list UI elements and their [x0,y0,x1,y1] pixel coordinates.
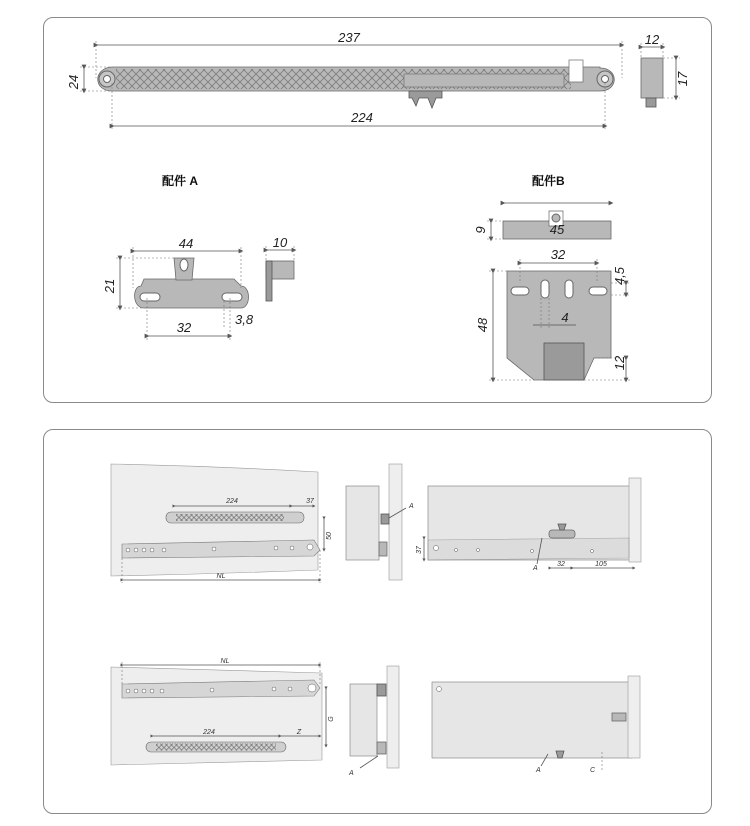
part-b-front-view [507,271,611,380]
part-a-slot: 3,8 [235,312,254,327]
part-a-side-width: 10 [272,235,288,250]
d2-device-length: 224 [203,729,215,736]
d1-front-height: 37 [416,546,423,554]
part-a-hole-spacing: 32 [176,320,192,335]
d2-rail-length: NL [220,658,230,665]
d1-front-label: A [533,565,538,572]
part-b-slot: 4,5 [612,266,627,286]
main-device [98,60,615,108]
d1-spacing-b: 105 [595,561,607,568]
part-b-tab: 12 [612,355,627,371]
part-a-side-view [266,261,294,301]
part-a-bracket [135,258,249,308]
d2-section-label: A [349,770,354,777]
top-panel [43,17,712,403]
d1-rail-length: NL [216,573,226,580]
d1-offset: 37 [306,498,314,505]
dim-length-mount: 224 [351,110,373,125]
dim-height: 24 [66,74,81,90]
part-b-center-slot: 4 [561,310,569,325]
d2-front-offset: C [590,767,596,774]
part-b-width: 45 [549,222,565,237]
part-b-title: 配件B [532,174,565,188]
install-diagram-1-section [346,464,402,580]
part-b-height: 48 [475,317,490,333]
dim-length-overall: 237 [338,30,360,45]
dim-side-width: 12 [644,32,660,47]
d1-section-label: A [409,503,414,510]
bottom-panel [43,429,712,814]
install-diagram-2-front [432,676,640,758]
d2-offset: Z [296,729,302,736]
install-diagram-2-side [111,667,322,765]
dim-side-height: 17 [675,71,690,87]
device-side-view [641,58,663,107]
d1-vertical-gap: 50 [326,532,333,540]
part-b-hole-spacing: 32 [550,247,566,262]
d2-vertical-gap: G [328,716,335,722]
part-a-title: 配件 A [162,174,199,188]
install-diagram-1-side [111,464,320,576]
part-a-width: 44 [178,236,194,251]
part-b-thickness: 9 [473,226,488,234]
d2-front-label: A [536,767,541,774]
top-diagram [44,18,711,402]
install-diagram-2-section [350,666,399,768]
install-diagram-1-front [428,478,641,562]
d1-device-length: 224 [226,498,238,505]
d1-spacing-a: 32 [557,561,565,568]
bottom-diagram [44,430,711,813]
part-a-height: 21 [102,278,117,294]
